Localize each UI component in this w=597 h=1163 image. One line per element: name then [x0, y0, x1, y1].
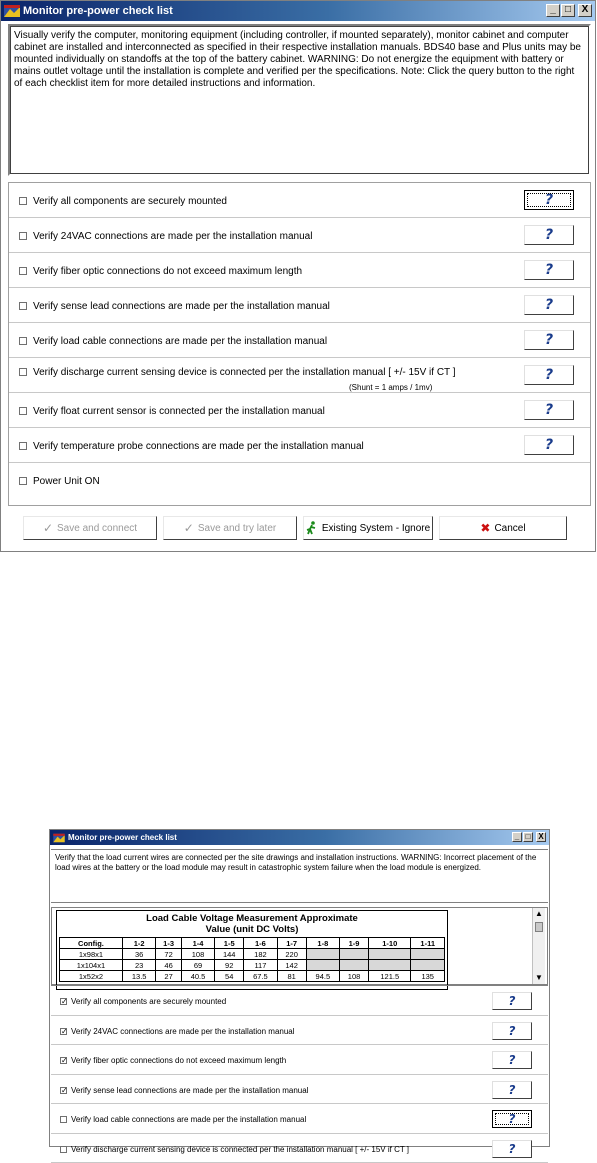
table-cell	[411, 960, 445, 971]
table-cell: 108	[340, 971, 369, 982]
query-button[interactable]	[524, 365, 574, 385]
checklist-item	[51, 1075, 548, 1105]
help-icon: ?	[545, 367, 553, 383]
checklist-item	[51, 1134, 548, 1163]
window-title: Monitor pre-power check list	[23, 5, 173, 17]
checklist-checkbox[interactable]	[19, 442, 27, 450]
query-button[interactable]	[492, 1022, 532, 1040]
checklist-checkbox[interactable]: ✓	[60, 1028, 67, 1035]
checklist-checkbox[interactable]	[19, 477, 27, 485]
checklist-item	[9, 183, 590, 218]
table-cell	[306, 960, 339, 971]
table-row	[60, 949, 445, 960]
checklist-checkbox[interactable]: ✓	[60, 1087, 67, 1094]
save-and-try-later-label: Save and try later	[198, 523, 276, 534]
query-button[interactable]	[492, 1081, 532, 1099]
action-buttons	[1, 516, 597, 540]
save-and-connect-button[interactable]	[23, 516, 157, 540]
cancel-button[interactable]	[439, 516, 567, 540]
checklist-checkbox[interactable]	[19, 407, 27, 415]
checklist-label[interactable]: Verify fiber optic connections do not exceed maximum length	[71, 1056, 286, 1065]
checklist	[51, 985, 548, 1145]
window-title: Monitor pre-power check list	[68, 833, 177, 842]
help-icon: ?	[545, 227, 553, 243]
existing-system-label: Existing System - Ignore	[322, 523, 430, 534]
checklist-checkbox[interactable]	[19, 302, 27, 310]
checklist-label[interactable]: Verify float current sensor is connected per the installation manual	[33, 406, 325, 417]
table-row	[60, 960, 445, 971]
cancel-label: Cancel	[494, 523, 525, 534]
title-bar[interactable]	[1, 1, 595, 21]
close-button[interactable]: X	[578, 4, 592, 17]
checklist-checkbox[interactable]: ✓	[60, 1057, 67, 1064]
voltage-table-panel	[51, 907, 548, 985]
table-cell: 81	[277, 971, 306, 982]
title-bar[interactable]	[50, 830, 549, 845]
help-icon: ?	[545, 332, 553, 348]
checklist-checkbox[interactable]	[60, 1116, 67, 1123]
checklist-label[interactable]: Verify 24VAC connections are made per the installation manual	[33, 231, 312, 242]
table-title	[57, 913, 447, 935]
checklist-item	[9, 463, 590, 498]
checklist-item	[9, 253, 590, 288]
checklist-label[interactable]: Verify temperature probe connections are made per the installation manual	[33, 441, 364, 452]
maximize-button[interactable]: □	[561, 4, 575, 17]
help-icon: ?	[509, 1083, 516, 1097]
table-cell: 117	[244, 960, 277, 971]
table-cell: 121.5	[369, 971, 411, 982]
table-header: 1-8	[306, 938, 339, 949]
checklist-label[interactable]: Verify discharge current sensing device is connected per the installation manual [ +/- 15V if CT ]	[71, 1145, 409, 1154]
checklist-item	[9, 288, 590, 323]
table-row	[60, 971, 445, 982]
query-button[interactable]	[524, 190, 574, 210]
checklist-checkbox[interactable]	[60, 1146, 67, 1153]
table-cell: 182	[244, 949, 277, 960]
query-button[interactable]	[492, 1051, 532, 1069]
checklist-label[interactable]: Verify all components are securely mounted	[71, 997, 226, 1006]
checklist-checkbox[interactable]	[19, 267, 27, 275]
table-cell: 54	[215, 971, 244, 982]
checklist-label[interactable]: Verify all components are securely mounted	[33, 196, 227, 207]
table-cell: 142	[277, 960, 306, 971]
help-icon: ?	[509, 1142, 516, 1156]
table-header: 1-11	[411, 938, 445, 949]
table-cell: 67.5	[244, 971, 277, 982]
help-icon: ?	[545, 402, 553, 418]
query-button[interactable]	[524, 330, 574, 350]
table-header: 1-4	[181, 938, 214, 949]
checklist-item	[9, 323, 590, 358]
checklist-label[interactable]: Verify sense lead connections are made per the installation manual	[33, 301, 330, 312]
app-icon	[53, 833, 65, 843]
checklist-checkbox[interactable]	[19, 232, 27, 240]
table-cell	[340, 960, 369, 971]
checklist	[8, 182, 591, 506]
table-header: 1-6	[244, 938, 277, 949]
query-button[interactable]	[492, 992, 532, 1010]
checklist-item	[51, 986, 548, 1016]
table-cell: 220	[277, 949, 306, 960]
checklist-label[interactable]: Verify load cable connections are made per the installation manual	[71, 1115, 306, 1124]
checklist-item	[9, 428, 590, 463]
scroll-down-icon[interactable]: ▼	[533, 972, 545, 984]
table-cell	[411, 949, 445, 960]
existing-system-ignore-button[interactable]	[303, 516, 433, 540]
table-cell: 27	[156, 971, 181, 982]
table-header-row	[60, 938, 445, 949]
table-cell: 1x104x1	[60, 960, 123, 971]
checklist-item	[51, 1104, 548, 1134]
table-cell: 94.5	[306, 971, 339, 982]
help-icon: ?	[509, 1053, 516, 1067]
checklist-window-2	[49, 829, 550, 1147]
checklist-label[interactable]: Verify load cable connections are made per the installation manual	[33, 336, 327, 347]
checklist-label[interactable]: Verify sense lead connections are made per the installation manual	[71, 1086, 308, 1095]
checklist-item	[9, 218, 590, 253]
table-header: 1-5	[215, 938, 244, 949]
checklist-checkbox[interactable]: ✓	[60, 998, 67, 1005]
table-cell: 13.5	[122, 971, 155, 982]
close-button[interactable]: X	[536, 832, 546, 842]
table-cell: 36	[122, 949, 155, 960]
checklist-label[interactable]: Power Unit ON	[33, 476, 100, 487]
maximize-button[interactable]: □	[523, 832, 533, 842]
checklist-checkbox[interactable]	[19, 368, 27, 376]
table-cell: 1x98x1	[60, 949, 123, 960]
table-header: 1-2	[122, 938, 155, 949]
scroll-up-icon[interactable]: ▲	[533, 908, 545, 920]
help-icon: ?	[545, 192, 553, 208]
save-and-try-later-button[interactable]	[163, 516, 297, 540]
query-button[interactable]	[492, 1110, 532, 1128]
voltage-table	[56, 910, 448, 990]
table-header: Config.	[60, 938, 123, 949]
minimize-button[interactable]: _	[546, 4, 560, 17]
minimize-button[interactable]: _	[512, 832, 522, 842]
checklist-label[interactable]: Verify fiber optic connections do not exceed maximum length	[33, 266, 302, 277]
checklist-item	[51, 1045, 548, 1075]
checklist-checkbox[interactable]	[19, 337, 27, 345]
table-cell	[369, 960, 411, 971]
query-button[interactable]	[524, 435, 574, 455]
checklist-checkbox[interactable]	[19, 197, 27, 205]
help-icon: ?	[509, 1024, 516, 1038]
table-header: 1-9	[340, 938, 369, 949]
table-cell: 46	[156, 960, 181, 971]
instructions-text: Visually verify the computer, monitoring equipment (including controller, if mounted separately), monitor cabinet and computer cabinet are installed and interconnected as specified in their respective installation manuals. BDS40 base and Plus units may be mounted individually on standoffs at the top of the battery cabinet. WARNING: Do not energize the equipment with battery or mains outlet voltage until the installation is complete and verified per the specifications. Note: Click the query button to the right of each checklist item for more detailed instructions and information.	[8, 24, 591, 176]
table-cell: 40.5	[181, 971, 214, 982]
table-header: 1-3	[156, 938, 181, 949]
table-title-line1: Load Cable Voltage Measurement Approximate	[57, 913, 447, 924]
scroll-thumb[interactable]	[535, 922, 543, 932]
checklist-window	[0, 0, 596, 552]
query-button[interactable]	[524, 295, 574, 315]
query-button[interactable]	[524, 225, 574, 245]
table-cell	[340, 949, 369, 960]
table-cell: 23	[122, 960, 155, 971]
table-cell: 108	[181, 949, 214, 960]
checklist-item	[9, 393, 590, 428]
table-header: 1-7	[277, 938, 306, 949]
checklist-sublabel: (Shunt = 1 amps / 1mv)	[349, 383, 432, 392]
checklist-label[interactable]: Verify discharge current sensing device is connected per the installation manual [ +/- 15V if CT ]	[33, 367, 456, 378]
table-cell: 1x52x2	[60, 971, 123, 982]
table-cell	[369, 949, 411, 960]
instructions-text: Verify that the load current wires are connected per the site drawings and installation instructions. WARNING: Incorrect placement of the load wires at the battery or the load module may result in catastrophic system failure when the load module is energized.	[51, 849, 548, 903]
table-cell: 144	[215, 949, 244, 960]
table-cell: 72	[156, 949, 181, 960]
help-icon: ?	[545, 437, 553, 453]
checklist-item	[51, 1016, 548, 1046]
table-cell	[306, 949, 339, 960]
running-man-icon	[306, 521, 318, 535]
table-title-line2: Value (unit DC Volts)	[57, 924, 447, 935]
table-cell: 92	[215, 960, 244, 971]
help-icon: ?	[545, 297, 553, 313]
checklist-label[interactable]: Verify 24VAC connections are made per the installation manual	[71, 1027, 295, 1036]
query-button[interactable]	[492, 1140, 532, 1158]
checkmark-icon: ✓	[184, 521, 194, 535]
help-icon: ?	[509, 1112, 516, 1126]
query-button[interactable]	[524, 260, 574, 280]
help-icon: ?	[545, 262, 553, 278]
save-and-connect-label: Save and connect	[57, 523, 137, 534]
checklist-item	[9, 358, 590, 393]
app-icon	[4, 4, 20, 18]
vertical-scrollbar[interactable]	[532, 908, 545, 984]
voltage-data-table	[59, 937, 445, 982]
query-button[interactable]	[524, 400, 574, 420]
x-icon: ✖	[480, 521, 490, 535]
checkmark-icon: ✓	[43, 521, 53, 535]
table-cell: 135	[411, 971, 445, 982]
table-cell: 69	[181, 960, 214, 971]
help-icon: ?	[509, 994, 516, 1008]
table-header: 1-10	[369, 938, 411, 949]
